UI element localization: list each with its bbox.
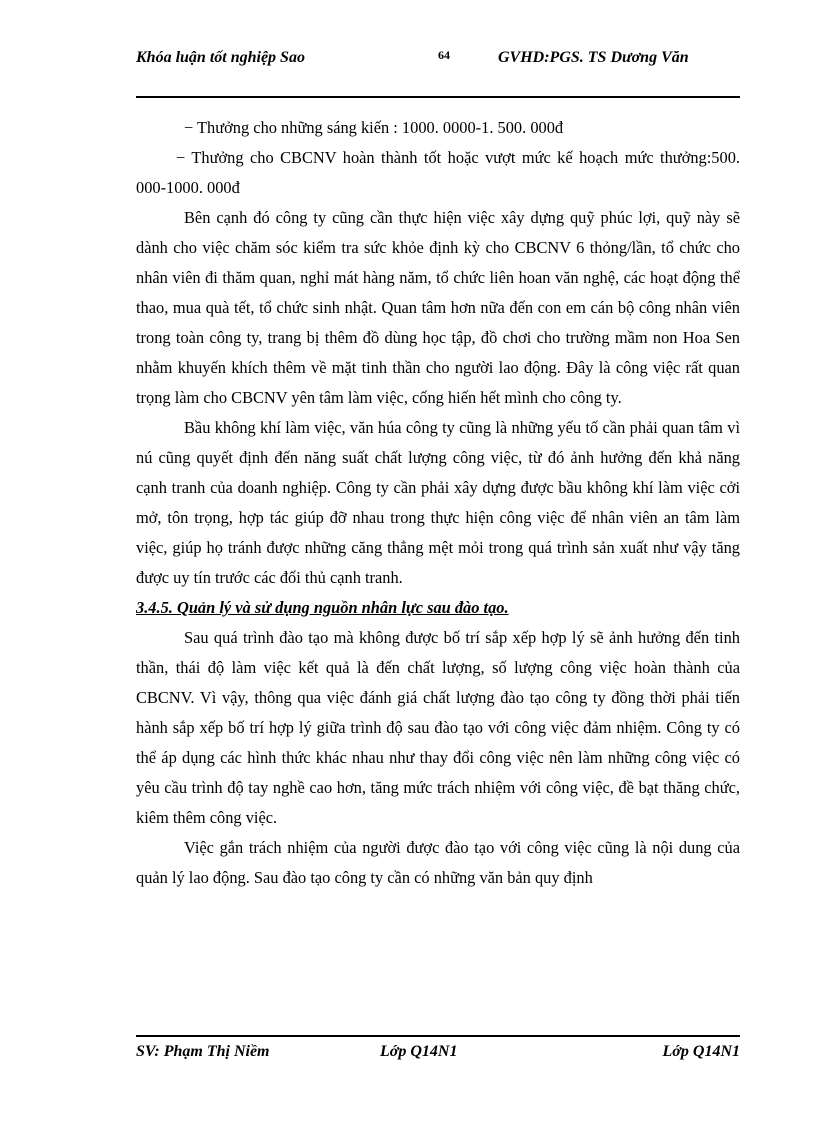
header-supervisor: GVHD:PGS. TS Dương Văn — [498, 49, 689, 66]
footer-class-right: Lớp Q14N1 — [662, 1043, 740, 1060]
bullet-reward-initiatives: − Thưởng cho những sáng kiến : 1000. 0000-1. 500. 000đ — [184, 118, 564, 137]
bullet-reward-completion: − Thưởng cho CBCNV hoàn thành tốt hoặc vượt mức kế hoạch mức thưởng:500. 000-1000. 000đ — [136, 148, 740, 197]
footer-student: SV: Phạm Thị Niềm — [136, 1043, 270, 1060]
page-number: 64 — [438, 48, 450, 62]
paragraph-welfare-fund: Bên cạnh đó công ty cũng cần thực hiện việc xây dựng quỹ phúc lợi, quỹ này sẽ dành cho việc chăm sóc kiểm tra sức khỏe định kỳ cho CBCNV 6 thỏng/lần, tổ chức cho nhân viên đi thăm quan, nghỉ mát hàng năm, tổ chức liên hoan văn nghệ, các hoạt động thể thao, mua quà tết, tổ chức sinh nhật. Quan tâm hơn nữa đến con em cán bộ công nhân viên trong toàn công ty, trang bị thêm đồ dùng học tập, đồ chơi cho trường mầm non Hoa Sen nhằm khuyến khích thêm về mặt tinh thần cho người lao động. Đây là công việc rất quan trọng làm cho CBCNV yên tâm làm việc, cống hiến hết mình cho công ty. — [136, 208, 740, 407]
page-header — [136, 44, 740, 98]
paragraph-responsibility: Việc gắn trách nhiệm của người được đào tạo với công việc cũng là nội dung của quản lý lao động. Sau đào tạo công ty cần có những văn bản quy định — [136, 838, 740, 887]
paragraph-post-training: Sau quá trình đào tạo mà không được bố trí sắp xếp hợp lý sẽ ảnh hưởng đến tinh thần, thái độ làm việc kết quả là đến chất lượng, số lượng công việc hoàn thành của CBCNV. Vì vậy, thông qua việc đánh giá chất lượng đào tạo công ty đồng thời phải tiến hành sắp xếp bố trí hợp lý giữa trình độ sau đào tạo với công việc đảm nhiệm. Công ty có thể áp dụng các hình thức khác nhau như thay đổi công việc nên làm những công việc có yêu cầu trình độ tay nghề cao hơn, tăng mức trách nhiệm với công việc, đề bạt thăng chức, kiêm thêm công việc. — [136, 628, 740, 827]
section-heading-text: 3.4.5. Quản lý và sử dụng nguồn nhân lực sau đào tạo. — [136, 598, 509, 617]
header-thesis-title: Khóa luận tốt nghiệp Sao — [136, 49, 305, 66]
page-footer — [136, 1035, 740, 1067]
paragraph-work-atmosphere: Bầu không khí làm việc, văn húa công ty cũng là những yếu tố cần phải quan tâm vì nú cũng quyết định đến năng suất chất lượng công việc, từ đó ảnh hưởng đến khả năng cạnh tranh của doanh nghiệp. Công ty cần phải xây dựng được bầu không khí làm việc cởi mở, tôn trọng, hợp tác giúp đỡ nhau trong thực hiện công việc để nhân viên an tâm làm việc, giúp họ tránh được những căng thẳng mệt mỏi trong quá trình sản xuất như vậy tăng được uy tín trước các đối thủ cạnh tranh. — [136, 418, 740, 587]
footer-class-middle: Lớp Q14N1 — [380, 1043, 458, 1060]
page-body — [136, 113, 740, 893]
section-heading — [136, 593, 740, 623]
